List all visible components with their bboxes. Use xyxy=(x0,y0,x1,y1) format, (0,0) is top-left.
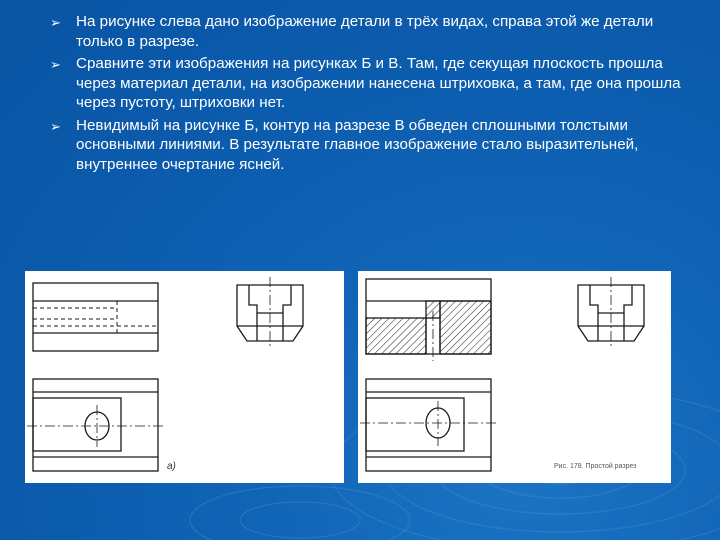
bullet-item xyxy=(50,116,700,175)
hatched-area-right xyxy=(440,301,491,354)
bullet-item xyxy=(50,54,700,113)
bullet-item xyxy=(50,12,700,51)
bullet-text: Невидимый на рисунке Б, контур на разрезе В обведен сплошными толстыми основными линиями. В результате главное изображение стало выразительней, внутреннее очертание ясней. xyxy=(76,116,639,173)
drawing-three-views xyxy=(25,271,344,483)
front-view-outline xyxy=(33,283,158,351)
arrowhead-bullet-icon: ➢ xyxy=(50,57,61,72)
arrowhead-bullet-icon: ➢ xyxy=(50,118,61,134)
figure-caption-right: Рис. 178. Простой разрез xyxy=(554,463,637,470)
three-views-svg xyxy=(25,271,344,483)
bullet-list xyxy=(50,12,700,177)
figure-label-left: а) xyxy=(167,461,176,472)
bullet-text: На рисунке слева дано изображение детали в трёх видах, справа этой же детали только в разрезе. xyxy=(76,13,654,50)
arrowhead-bullet-icon: ➢ xyxy=(50,15,61,30)
drawing-with-section xyxy=(358,271,671,483)
section-views-svg xyxy=(358,271,671,483)
bullet-text: Сравните эти изображения на рисунках Б и В. Там, где секущая плоскость прошла через материал детали, на изображении нанесена штриховка, а там, где она прошла через пустоту, штриховки нет. xyxy=(76,55,681,111)
hatched-area-left xyxy=(366,318,426,354)
